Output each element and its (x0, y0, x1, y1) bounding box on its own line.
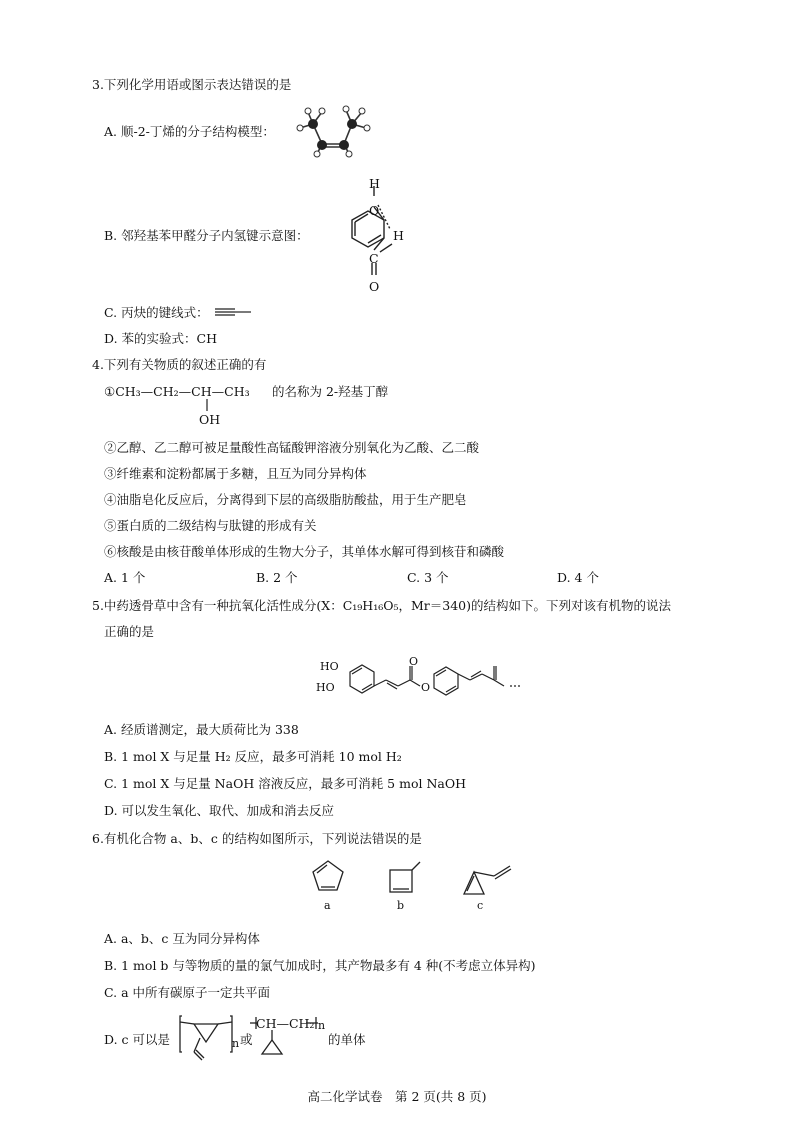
q6-option-c: C. a 中所有碳原子一定共平面 (104, 985, 270, 1000)
compound-x-structure (340, 652, 536, 712)
q5-option-b: B. 1 mol X 与足量 H₂ 反应，最多可消耗 10 mol H₂ (104, 749, 402, 764)
q3-option-a: A. 顺-2-丁烯的分子结构模型： (104, 124, 275, 139)
q3-option-d: D. 苯的实验式：CH (104, 331, 217, 346)
compound-c-label: c (477, 899, 484, 912)
ester-link-o-1: O (421, 681, 431, 694)
compound-c-vinylcyclopropene (458, 860, 520, 900)
q3-option-b: B. 邻羟基苯甲醛分子内氢键示意图： (104, 228, 309, 243)
q6-option-b: B. 1 mol b 与等物质的量的氯气加成时，其产物最多有 4 种(不考虑立体异构) (104, 958, 536, 973)
q4-statement-1-formula: ①CH₃—CH₂—CH—CH₃ (104, 384, 250, 399)
atom-o-carbonyl: O (369, 279, 380, 294)
compound-a-cyclopentadiene (308, 857, 348, 897)
polymer-structure-1 (176, 1008, 240, 1066)
hydroxyl-label-1: HO (320, 660, 339, 673)
atom-h-aldehyde: H (393, 228, 404, 243)
q4-statement-1-text: 的名称为 2-羟基丁醇 (272, 384, 389, 399)
propyne-skeletal-formula (213, 306, 253, 318)
q5-option-c: C. 1 mol X 与足量 NaOH 溶液反应，最多可消耗 5 mol NaOH (104, 776, 466, 791)
q4-statement-5: ⑤蛋白质的二级结构与肽键的形成有关 (104, 518, 317, 533)
compound-a-label: a (324, 899, 331, 912)
ester-carbonyl-o-1: O (409, 655, 419, 668)
q4-option-c: C. 3 个 (407, 570, 449, 585)
q4-option-a: A. 1 个 (104, 570, 146, 585)
atom-h-top: H (369, 176, 380, 191)
compound-b-label: b (397, 899, 405, 912)
q5-stem-line-2: 正确的是 (104, 624, 155, 639)
q4-statement-2: ②乙醇、乙二醇可被足量酸性高锰酸钾溶液分别氧化为乙酸、乙二酸 (104, 440, 480, 455)
q6-stem: 6.有机化合物 a、b、c 的结构如图所示，下列说法错误的是 (92, 831, 422, 846)
q4-option-b: B. 2 个 (256, 570, 298, 585)
polymer-2-subscript-n: n (318, 1019, 326, 1032)
q4-statement-6: ⑥核酸是由核苷酸单体形成的生物大分子，其单体水解可得到核苷和磷酸 (104, 544, 505, 559)
q3-option-c: C. 丙炔的键线式： (104, 305, 209, 320)
q4-stem: 4.下列有关物质的叙述正确的有 (92, 357, 267, 372)
q4-statement-1-oh: OH (199, 412, 221, 427)
polymer-1-subscript-n: n (232, 1037, 240, 1050)
q6-option-a: A. a、b、c 互为同分异构体 (104, 931, 260, 946)
polymer-2-repeat-unit: CH—CH₂ (256, 1016, 315, 1031)
cis-2-butene-model (292, 104, 374, 156)
q4-statement-3: ③纤维素和淀粉都属于多糖，且互为同分异构体 (104, 466, 367, 481)
q6-option-d-suffix: 的单体 (328, 1032, 366, 1047)
q6-option-d-prefix: D. c 可以是 (104, 1032, 170, 1047)
oh-branch-bond (205, 399, 209, 411)
polymer-structure-2 (250, 1014, 324, 1062)
q5-stem-line-1: 5.中药透骨草中含有一种抗氧化活性成分(X：C₁₉H₁₆O₅，Mr＝340)的结构如下。下列对该有机物的说法 (92, 598, 671, 613)
atom-c-aldehyde: C (369, 251, 379, 266)
page-footer: 高二化学试卷 第 2 页(共 8 页) (307, 1089, 487, 1104)
atom-o-hydroxyl: O (369, 203, 380, 218)
compound-b-methylcyclobutadiene (384, 858, 424, 898)
q5-option-a: A. 经质谱测定，最大质荷比为 338 (104, 722, 299, 737)
q4-statement-4: ④油脂皂化反应后，分离得到下层的高级脂肪酸盐，用于生产肥皂 (104, 492, 467, 507)
q5-option-d: D. 可以发生氧化、取代、加成和消去反应 (104, 803, 335, 818)
q6-option-d-or: 或 (240, 1032, 253, 1047)
hydroxyl-label-2: HO (316, 681, 335, 694)
q4-option-d: D. 4 个 (557, 570, 599, 585)
q3-stem: 3.下列化学用语或图示表达错误的是 (92, 77, 292, 92)
